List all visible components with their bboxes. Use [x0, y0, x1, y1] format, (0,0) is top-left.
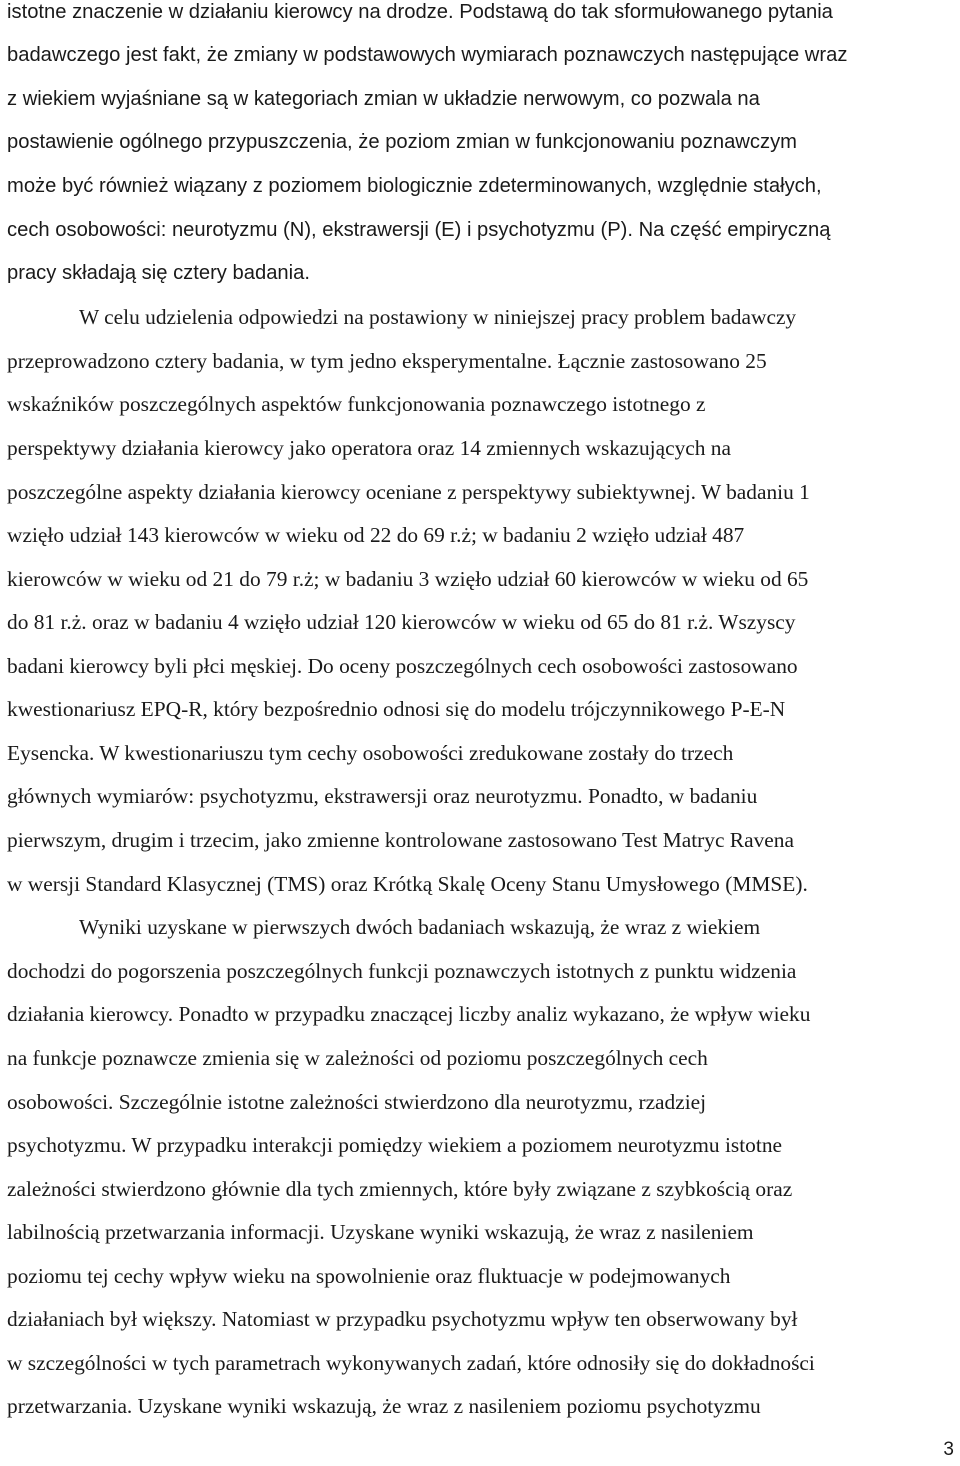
- text-line: działaniach był większy. Natomiast w przypadku psychotyzmu wpływ ten obserwowany był: [7, 1307, 798, 1331]
- text-line: psychotyzmu. W przypadku interakcji pomiędzy wiekiem a poziomem neurotyzmu istotne: [7, 1133, 783, 1157]
- text-line: badani kierowcy byli płci męskiej. Do oceny poszczególnych cech osobowości zastosowano: [7, 654, 798, 678]
- text-line: wskaźników poszczególnych aspektów funkcjonowania poznawczego istotnego z: [7, 392, 706, 416]
- text-line: perspektywy działania kierowcy jako operatora oraz 14 zmiennych wskazujących na: [7, 436, 732, 460]
- text-line: istotne znaczenie w działaniu kierowcy na drodze. Podstawą do tak sformułowanego pytania: [7, 1, 833, 23]
- text-line: na funkcje poznawcze zmienia się w zależności od poziomu poszczególnych cech: [7, 1046, 708, 1070]
- text-line: kierowców w wieku od 21 do 79 r.ż; w badaniu 3 wzięło udział 60 kierowców w wieku od 65: [7, 567, 809, 591]
- text-line: do 81 r.ż. oraz w badaniu 4 wzięło udział 120 kierowców w wieku od 65 do 81 r.ż. Wszyscy: [7, 610, 796, 634]
- text-line: pracy składają się cztery badania.: [7, 262, 310, 284]
- text-line: Eysencka. W kwestionariuszu tym cechy osobowości zredukowane zostały do trzech: [7, 741, 734, 765]
- text-line: poziomu tej cechy wpływ wieku na spowolnienie oraz fluktuacje w podejmowanych: [7, 1264, 731, 1288]
- text-line: przeprowadzono cztery badania, w tym jedno eksperymentalne. Łącznie zastosowano 25: [7, 349, 767, 373]
- text-line: z wiekiem wyjaśniane są w kategoriach zmian w układzie nerwowym, co pozwala na: [7, 88, 760, 110]
- page-number: 3: [943, 1439, 954, 1460]
- text-line: przetwarzania. Uzyskane wyniki wskazują, że wraz z nasileniem poziomu psychotyzmu: [7, 1394, 761, 1418]
- text-line: zależności stwierdzono głównie dla tych zmiennych, które były związane z szybkością oraz: [7, 1177, 793, 1201]
- paragraph-first-line: Wyniki uzyskane w pierwszych dwóch badaniach wskazują, że wraz z wiekiem: [79, 915, 761, 939]
- paragraph-first-line: W celu udzielenia odpowiedzi na postawiony w niniejszej pracy problem badawczy: [79, 305, 797, 329]
- text-line: w szczególności w tych parametrach wykonywanych zadań, które odnosiły się do dokładności: [7, 1351, 815, 1375]
- text-line: badawczego jest fakt, że zmiany w podstawowych wymiarach poznawczych następujące wraz: [7, 44, 848, 66]
- text-line: labilnością przetwarzania informacji. Uzyskane wyniki wskazują, że wraz z nasileniem: [7, 1220, 754, 1244]
- text-line: postawienie ogólnego przypuszczenia, że poziom zmian w funkcjonowaniu poznawczym: [7, 131, 797, 153]
- text-line: poszczególne aspekty działania kierowcy oceniane z perspektywy subiektywnej. W badaniu 1: [7, 480, 810, 504]
- text-line: wzięło udział 143 kierowców w wieku od 22 do 69 r.ż; w badaniu 2 wzięło udział 487: [7, 523, 745, 547]
- text-line: dochodzi do pogorszenia poszczególnych funkcji poznawczych istotnych z punktu widzenia: [7, 959, 797, 983]
- text-line: kwestionariusz EPQ-R, który bezpośrednio odnosi się do modelu trójczynnikowego P-E-N: [7, 697, 786, 721]
- text-line: osobowości. Szczególnie istotne zależności stwierdzono dla neurotyzmu, rzadziej: [7, 1090, 707, 1114]
- text-line: głównych wymiarów: psychotyzmu, ekstrawersji oraz neurotyzmu. Ponadto, w badaniu: [7, 784, 758, 808]
- text-line: może być również wiązany z poziomem biologicznie zdeterminowanych, względnie stałych,: [7, 175, 822, 197]
- text-line: pierwszym, drugim i trzecim, jako zmienne kontrolowane zastosowano Test Matryc Ravena: [7, 828, 794, 852]
- text-line: w wersji Standard Klasycznej (TMS) oraz Krótką Skalę Oceny Stanu Umysłowego (MMSE).: [7, 872, 808, 896]
- text-line: działania kierowcy. Ponadto w przypadku znaczącej liczby analiz wykazano, że wpływ wieku: [7, 1002, 811, 1026]
- text-line: cech osobowości: neurotyzmu (N), ekstrawersji (E) i psychotyzmu (P). Na część empiryczną: [7, 219, 831, 241]
